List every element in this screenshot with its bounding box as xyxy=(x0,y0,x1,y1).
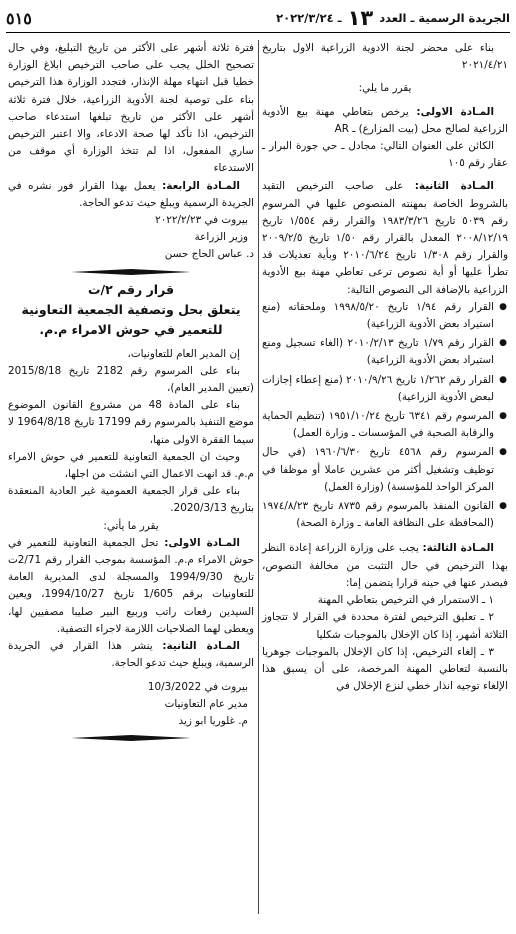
left-column xyxy=(8,40,254,746)
list-item: ● القانون المنفذ بالمرسوم رقم ٨٧٣٥ تاريخ ١٩٧٤/٨/٢٣ (المحافظة على النظافة العامة ـ وزارة الصحة) xyxy=(262,498,494,532)
column-divider xyxy=(258,40,259,914)
article-3-label: المـادة الثالثة: xyxy=(422,542,494,555)
decision-title-line1: يتعلق بحل وتصفية الجمعية التعاونية xyxy=(21,301,241,317)
signer-title: وزير الزراعة xyxy=(194,231,248,244)
decision-basis-1: بناء على المرسوم رقم 2182 تاريخ 2015/8/18 (تعيين المدير العام)، xyxy=(8,364,254,395)
decision-basis-2: بناء على المادة 48 من مشروع القانون الموضوع موضع التنفيذ بالمرسوم رقم 17199 تاريخ 1964/8/18 لا سيما الفقرة الاولى منها، xyxy=(8,399,254,446)
article-4-text: يعمل بهذا القرار فور نشره في الجريدة الرسمية ويبلغ حيث تدعو الحاجة. xyxy=(8,179,254,209)
signer-2-name: م. غلوريا ابو زيد xyxy=(178,714,248,727)
decision-basis-4: بناء على قرار الجمعية العمومية غير العادية المنعقدة بتاريخ 2020/3/13. xyxy=(8,485,254,515)
article-2 xyxy=(262,178,508,298)
issue-date: ـ ٢٠٢٢/٣/٢٤ xyxy=(276,11,342,25)
decision-intro: إن المدير العام للتعاونيات، xyxy=(127,347,240,360)
list-item: ● القرار رقم ١/٧٩ تاريخ ٢٠١٠/٢/١٣ (الغاء تسجيل ومنع استيراد بعض الأدوية الزراعية) xyxy=(262,335,494,369)
references-list xyxy=(262,299,508,533)
header-title-group xyxy=(276,6,510,30)
list-item: ● القرار رقم ١/٩٤ تاريخ ١٩٩٨/٥/٢٠ وملحقاته (منع استيراد بعض الأدوية الزراعية) xyxy=(262,299,494,333)
decision-title-line2: للتعمير في حوش الامراء م.م. xyxy=(39,321,223,337)
article-3-text: يجب على وزارة الزراعة إعادة النظر بهذا الترخيص في حال التثبت من مخالفة النصوص، فيصدر عنها في حينه قرارا يتضمن إما: xyxy=(262,542,508,589)
decision-basis-3: وحيث ان الجمعية التعاونية للتعمير في حوش الامراء م.م. قد انهت الاعمال التي انشئت من اجلها، xyxy=(8,450,254,481)
decision-article-1 xyxy=(8,535,254,638)
decision-article-2 xyxy=(8,638,254,672)
list-item: ● القرار رقم ١/٢٦٢ تاريخ ٢٠١٠/٩/٢٦ (منع إعطاء إجازات لبعض الأدوية الزراعية) xyxy=(262,372,494,406)
shop-address: الكائن على العنوان التالي: مجادل ـ حي جورة البرار ـ عقار رقم ١٠٥ xyxy=(262,140,508,170)
signer-name: د. عباس الحاج حسن xyxy=(164,248,254,261)
article-2-label: المـادة الثانية: xyxy=(414,180,494,193)
article-3 xyxy=(262,540,508,592)
article-1-text: يرخص بتعاطي مهنة بيع الأدوية الزراعية لصالح محل (بيت المزارع) ـ AR xyxy=(262,105,508,135)
list-item: ● المرسوم رقم ٦٣٤١ تاريخ ١٩٥١/١٠/٢٤ (تنظيم الحماية والرقابة الصحية في المؤسسات ـ وزارة العمل) xyxy=(262,408,494,442)
signer-2-title: مدير عام التعاونيات xyxy=(164,697,248,710)
preamble: بناء على محضر لجنة الادوية الزراعية الاول بتاريخ ٢٠٢١/٤/٢١ xyxy=(262,42,508,72)
decides-heading: يقرر ما يلي: xyxy=(358,82,412,95)
article-4-label: المـادة الرابعة: xyxy=(162,179,240,192)
list-item: ● المرسوم رقم ٤٥٦٨ تاريخ ١٩٦٠/٦/٣٠ (في حال توظيف وتشغيل أكثر من عشرين عاملا أو موظفا في المركز الواحد للمؤسسة) (وزارة العمل) xyxy=(262,444,494,496)
decision-article-2-label: المـادة الثانية: xyxy=(162,640,240,653)
divider-ornament-icon xyxy=(71,267,191,277)
decides-heading-2: يقرر ما يأتي: xyxy=(103,519,159,532)
decision-article-1-label: المـادة الاولى: xyxy=(164,536,240,549)
place-date-2: بيروت في 10/3/2022 xyxy=(147,680,248,693)
divider-ornament-icon xyxy=(71,733,191,743)
decision-number: قرار رقم ٢/ت xyxy=(87,281,175,297)
option-1: ١ ـ الاستمرار في الترخيص بتعاطي المهنة xyxy=(317,594,494,607)
article-3-continuation: فترة ثلاثة أشهر على الأكثر من تاريخ التبليغ، وفي حال تصحيح الخلل يجب على صاحب الترخيص ابلاغ الوزارة خطيا قبل انتهاء مهلة الإنذار، فتجدد الوزارة هذا الترخيص بناء على توصية لجنة الأدوية الزراعية، خلال فترة ثلاثة أشهر على الأكثر من تاريخ تبلغها استدعاء صاحب الترخيص، اذا تأكد لها صحة الادعاء، والا اعتبر الترخيص ساري المفعول، اذا لم تتخذ الوزارة أي موقف من الاستدعاء xyxy=(8,42,254,175)
decision-article-1-text: تحل الجمعية التعاونية للتعمير في حوش الامراء م.م. المؤسسة بموجب القرار رقم 2/71ت تاريخ 1994/9/30 والمسجلة لدى المديرية العامة للتعاونيات برقم 1/605 تاريخ 1994/10/27، ويعين السيدين رفعات راتب وربيع البير صليبا مصفيين لها، ويعطى لهما الصلاحيات اللازمة لاجراء التصفية. xyxy=(8,536,254,635)
article-2-text: على صاحب الترخيص التقيد بالشروط الخاصة بمهنته المنصوص عليها في المرسوم رقم ٥٠٣٩ تاريخ ١٩٨٣/٣/٢٦ والقرار رقم ١/٥٥٤ تاريخ ٢٠٠٨/١٢/١٩ المعدل بالقرار رقم ١/٥٠ تاريخ ٢٠٠٩/٢/٥ والقرار رقم ١/٣٠٨ تاريخ ٢٠١٠/٦/٢٤ وبأية تعديلات قد تطرأ عليها أو أية نصوص ترعى تعاطي مهنة بيع الأدوية الزراعية بالإضافة الى النصوص التالية: xyxy=(262,180,508,296)
decision-article-2-text: ينشر هذا القرار في الجريدة الرسمية، ويبلغ حيث تدعو الحاجة. xyxy=(8,640,254,670)
option-3: ٣ ـ إلغاء الترخيص، إذا كان الإخلال بالموجبات جوهريا بالنسبة لتعاطي المهنة المرخصة، على أن يسبق هذا الإلغاء توجيه انذار خطي لنزع الإخلال في xyxy=(262,645,508,693)
issue-number: ١٣ xyxy=(347,6,374,30)
article-1-label: المـادة الاولى: xyxy=(416,105,495,118)
article-1 xyxy=(262,104,508,138)
article-4 xyxy=(8,178,254,212)
page-number: ٥١٥ xyxy=(6,8,32,28)
gazette-title: الجريدة الرسمية ـ العدد xyxy=(379,11,510,25)
option-2: ٢ ـ تعليق الترخيص لفترة محددة في القرار لا تتجاوز الثلاثة أشهر، إذا كان الإخلال بالموجبات شكليا xyxy=(262,611,508,641)
place-date: بيروت في ٢٠٢٢/٢/٢٣ xyxy=(155,214,248,227)
page-header xyxy=(6,4,510,33)
right-column xyxy=(262,40,508,695)
